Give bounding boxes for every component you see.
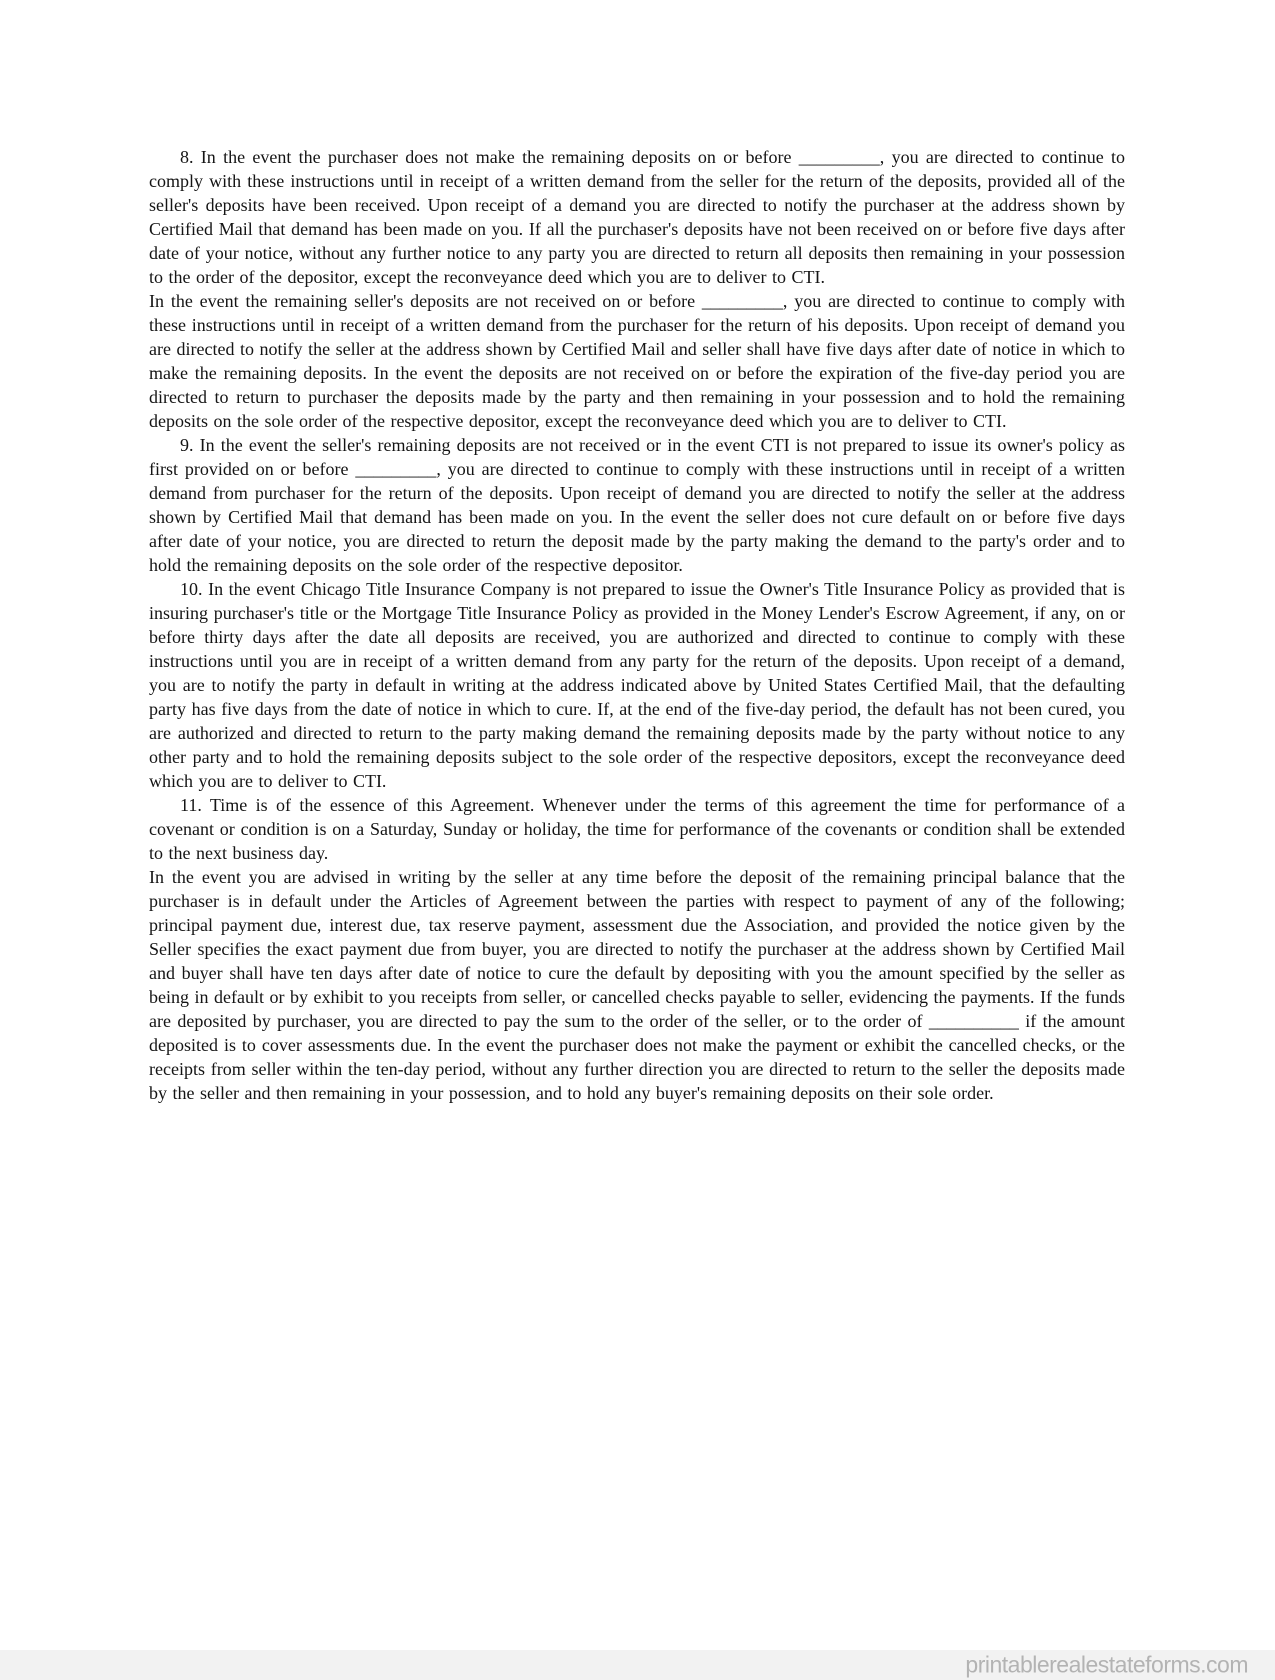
paragraph-10: 10. In the event Chicago Title Insurance Company is not prepared to issue the Owner's Title Insurance Policy as provided that is insuring purchaser's title or the Mortgage Title Insurance Policy as provided in the Money Lender's Escrow Agreement, if any, on or before thirty days after the date all deposits are received, you are authorized and directed to continue to comply with these instructions until you are in receipt of a written demand from any party for the return of the deposits. Upon receipt of a demand, you are to notify the party in default in writing at the address indicated above by United States Certified Mail, that the defaulting party has five days from the date of notice in which to cure. If, at the end of the five-day period, the default has not been cured, you are authorized and directed to return to the party making demand the remaining deposits made by the party without notice to any other party and to hold the remaining deposits subject to the sole order of the respective depositors, except the reconveyance deed which you are to deliver to CTI. [149, 579, 1125, 791]
footer-watermark-bar [0, 1650, 1275, 1680]
document-body [149, 145, 1125, 1105]
paragraph-8: 8. In the event the purchaser does not make the remaining deposits on or before _________, you are directed to continue to comply with these instructions until in receipt of a written demand from the seller for the return of the deposits, provided all of the seller's deposits have been received. Upon receipt of a demand you are directed to notify the purchaser at the address shown by Certified Mail that demand has been made on you. If all the purchaser's deposits have not been received on or before five days after date of your notice, without any further notice to any party you are directed to return all deposits then remaining in your possession to the order of the depositor, except the reconveyance deed which you are to deliver to CTI. [149, 147, 1125, 287]
footer-site-label: printablerealestateforms.com [965, 1651, 1248, 1678]
paragraph-11: 11. Time is of the essence of this Agreement. Whenever under the terms of this agreement the time for performance of a covenant or condition is on a Saturday, Sunday or holiday, the time for performance of the covenants or condition shall be extended to the next business day. [149, 795, 1125, 863]
paragraph-seller-remaining-deposits: In the event the remaining seller's deposits are not received on or before _________, you are directed to continue to comply with these instructions until in receipt of a written demand from the purchaser for the return of his deposits. Upon receipt of demand you are directed to notify the seller at the address shown by Certified Mail and seller shall have five days after date of notice in which to make the remaining deposits. In the event the deposits are not received on or before the expiration of the five-day period you are directed to return to purchaser the deposits made by the party and then remaining in your possession and to hold the remaining deposits on the sole order of the respective depositor, except the reconveyance deed which you are to deliver to CTI. [149, 291, 1125, 431]
paragraph-seller-default-notice: In the event you are advised in writing by the seller at any time before the deposit of the remaining principal balance that the purchaser is in default under the Articles of Agreement between the parties with respect to payment of any of the following; principal payment due, interest due, tax reserve payment, assessment due the Association, and provided the notice given by the Seller specifies the exact payment due from buyer, you are directed to notify the purchaser at the address shown by Certified Mail and buyer shall have ten days after date of notice to cure the default by depositing with you the amount specified by the seller as being in default or by exhibit to you receipts from seller, or cancelled checks payable to seller, evidencing the payments. If the funds are deposited by purchaser, you are directed to pay the sum to the order of the seller, or to the order of __________ if the amount deposited is to cover assessments due. In the event the purchaser does not make the payment or exhibit the cancelled checks, or the receipts from seller within the ten-day period, without any further direction you are directed to return to the seller the deposits made by the seller and then remaining in your possession, and to hold any buyer's remaining deposits on their sole order. [149, 867, 1125, 1103]
paragraph-9: 9. In the event the seller's remaining deposits are not received or in the event CTI is not prepared to issue its owner's policy as first provided on or before _________, you are directed to continue to comply with these instructions until in receipt of a written demand from purchaser for the return of the deposits. Upon receipt of demand you are directed to notify the seller at the address shown by Certified Mail that demand has been made on you. In the event the seller does not cure default on or before five days after date of your notice, you are directed to return the deposit made by the party making the demand to the party's order and to hold the remaining deposits on the sole order of the respective depositor. [149, 435, 1125, 575]
